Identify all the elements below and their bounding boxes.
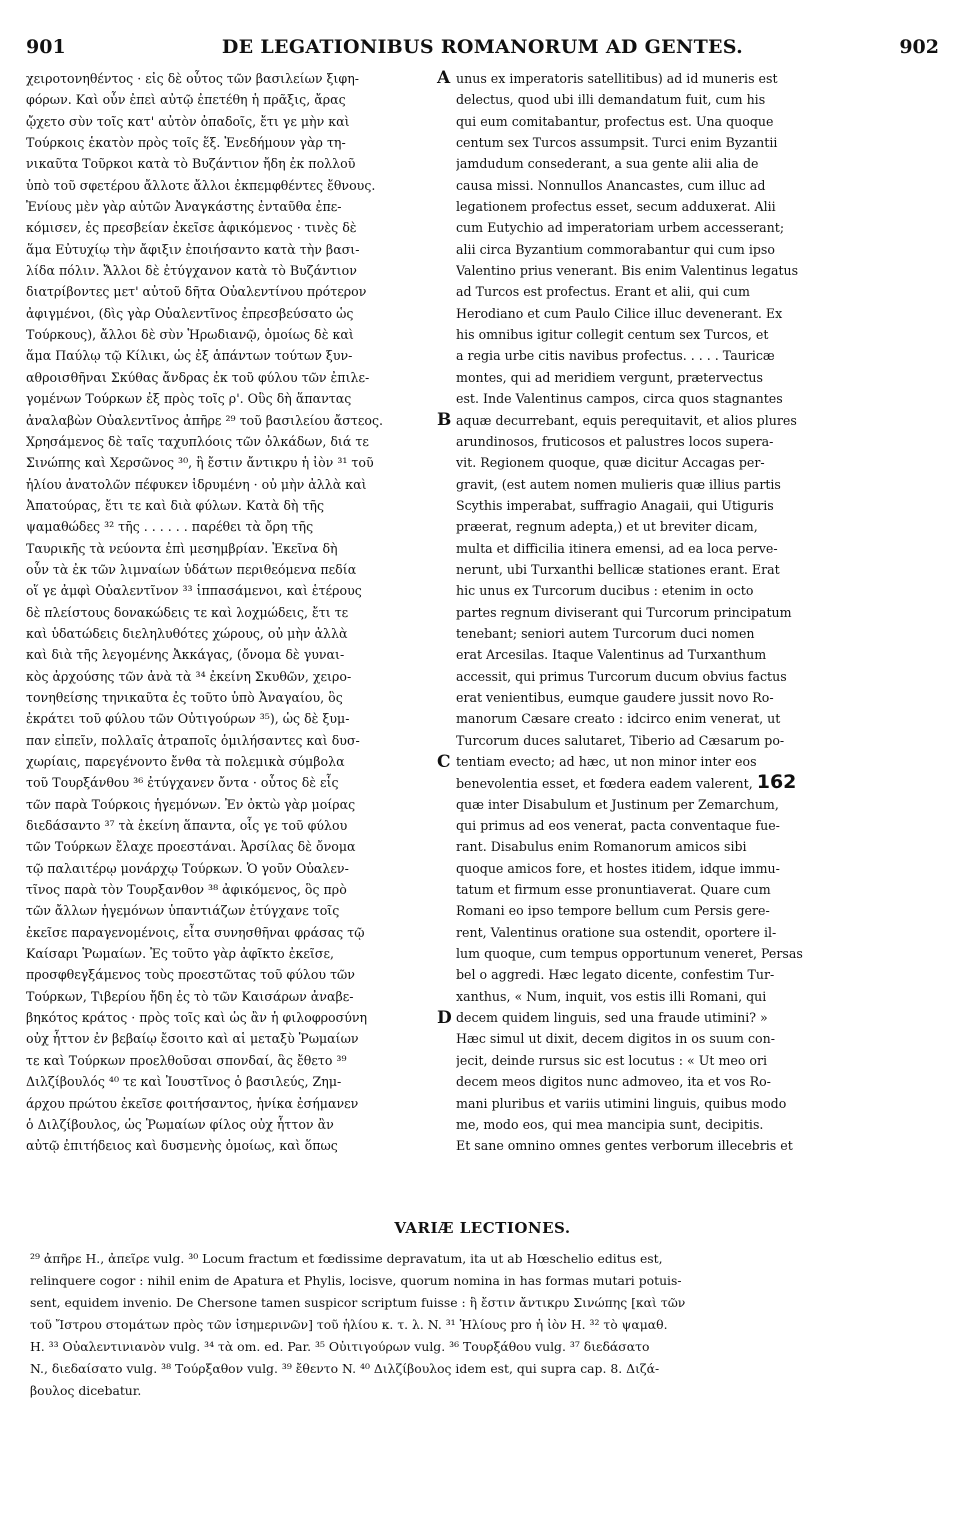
greek-line [26,538,436,559]
greek-line [26,836,436,857]
latin-line [456,281,946,302]
greek-line [26,89,436,110]
greek-line [26,367,436,388]
latin-line-text: vit. Regionem quoque, quæ dicitur Accagas per- [456,455,765,471]
latin-line [456,1114,946,1135]
greek-line [26,1114,436,1135]
variant-note-line-text: relinquere cogor : nihil enim de Apatura et Phylis, locisve, quorum nomina in has formas mutari potuis- [30,1273,682,1288]
greek-line [26,452,436,473]
greek-line [26,644,436,665]
greek-line [26,1050,436,1071]
latin-line [456,68,946,89]
latin-line [456,794,946,815]
page-number-right: 902 [899,36,939,58]
latin-line-text: Herodiano et cum Paulo Cilice illuc devenerant. Ex [456,305,783,321]
latin-line-text: cum Eutychio ad imperatoriam urbem accesserant; [456,220,785,236]
greek-line [26,751,436,772]
margin-marker-c: C [437,752,451,772]
latin-line-text: Turcorum duces salutaret, Tiberio ad Cæsarum po- [456,732,785,748]
latin-line [456,239,946,260]
latin-line-text: multa et difficilia itinera emensi, ad ea loca perve- [456,540,778,556]
latin-line [456,410,946,431]
greek-line-text: τε καὶ Τούρκων προελθοῦσαι σπονδαί, ἃς ἔθετο ³⁹ [26,1052,347,1068]
greek-line-text: δὲ πλείστους δονακώδεις τε καὶ λοχμώδεις, ἔτι τε [26,604,349,620]
latin-line-text: hic unus ex Turcorum ducibus : etenim in octo [456,583,754,599]
greek-line-text: οὖν τὰ ἐκ τῶν λιμναίων ὑδάτων περιθεόμενα πεδία [26,561,357,577]
latin-line-text: his omnibus igitur collegit centum sex Turcos, et [456,327,769,343]
greek-line [26,68,436,89]
latin-line [456,1071,946,1092]
greek-line [26,260,436,281]
greek-line-text: Σινώπης καὶ Χερσῶνος ³⁰, ἣ ἔστιν ἄντικρυ ἡ ἰὸν ³¹ τοῦ [26,455,374,471]
greek-line [26,431,436,452]
greek-line-text: αὐτῷ ἐπιτήδειος καὶ δυσμενὴς ὁμοίως, καὶ ὅπως [26,1138,338,1154]
latin-line [456,132,946,153]
variant-note-line-text: H. ³³ Οὐαλεντινιανὸν vulg. ³⁴ τὰ om. ed. Par. ³⁵ Οὐιτιγούρων vulg. ³⁶ Τουρξάθου vulg. ³⁷ διεδάσατο [30,1339,650,1354]
greek-line-text: παν εἰπεῖν, πολλαῖς ἀτραποῖς ὁμιλήσαντες καὶ δυσ- [26,732,360,748]
greek-line [26,132,436,153]
greek-line-text: ᾤχετο σὺν τοῖς κατ' αὐτὸν ὀπαδοῖς, ἔτι γε μὴν καὶ [26,113,350,129]
latin-line [456,153,946,174]
latin-line-text: bel o aggredi. Hæc legato dicente, confestim Tur- [456,967,775,983]
greek-line [26,111,436,132]
greek-line-text: προσφθεγξάμενος τοὺς προεστῶτας τοῦ φύλου τῶν [26,967,355,983]
greek-line-text: διεδάσαντο ³⁷ τὰ ἐκείνη ἅπαντα, οἷς γε τοῦ φύλου [26,818,348,834]
latin-line-text: manorum Cæsare creato : idcirco enim venerat, ut [456,711,781,727]
greek-line-text: Ταυρικῆς τὰ νεύοντα ἐπὶ μεσημβρίαν. Ἐκεῖνα δὴ [26,540,338,556]
latin-line-text: xanthus, « Num, inquit, vos estis illi Romani, qui [456,988,767,1004]
latin-line [456,1007,946,1028]
latin-line [456,858,946,879]
latin-line [456,559,946,580]
greek-line [26,922,436,943]
latin-line [456,836,946,857]
greek-line [26,943,436,964]
latin-line-text: accessit, qui primus Turcorum ducum obvius factus [456,668,787,684]
greek-line-text: ἀναλαβὼν Οὐαλεντῖνος ἀπῆρε ²⁹ τοῦ βασιλείου ἄστεος. [26,412,384,428]
latin-line [456,474,946,495]
variant-note-line [30,1380,940,1402]
latin-line-text: gravit, (est autem nomen mulieris quæ illius partis [456,476,781,492]
latin-line-text: mani pluribus et variis utimini linguis, quibus modo [456,1095,787,1111]
latin-line-text: aquæ decurrebant, equis perequitavit, et alios plures [456,412,797,428]
latin-line [456,196,946,217]
greek-line-text: Ἀπατούρας, ἔτι τε καὶ διὰ φύλων. Κατὰ δὴ τῆς [26,497,325,513]
latin-line-text: jamdudum consederant, a sua gente alii alia de [456,156,759,172]
latin-line-text: legationem profectus esset, secum adduxerat. Alii [456,199,776,215]
greek-line [26,1071,436,1092]
greek-line [26,687,436,708]
latin-line-text: quoque amicos fore, et hostes itidem, idque immu- [456,860,780,876]
greek-line-text: νικαῦτα Τοῦρκοι κατὰ τὸ Βυζάντιον ἤδη ἐκ πολλοῦ [26,156,356,172]
greek-line-text: τῶν Τούρκων ἔλαχε προεστάναι. Ἀρσίλας δὲ ὄνομα [26,839,356,855]
greek-line [26,559,436,580]
greek-line-text: διατρίβοντες μετ' αὐτοῦ δῆτα Οὐαλεντίνου πρότερον [26,284,367,300]
latin-line-text: tatum et firmum esse pronuntiaverat. Quare cum [456,882,771,898]
latin-line [456,345,946,366]
greek-line-text: ἅμα Παύλῳ τῷ Κίλικι, ὡς ἐξ ἁπάντων τούτων ξυν- [26,348,353,364]
latin-line [456,217,946,238]
latin-line [456,89,946,110]
latin-line-text: decem quidem linguis, sed una fraude utimini? » [456,1010,768,1026]
greek-line-text: γομένων Τούρκων ἐξ πρὸς τοῖς ρ'. Οὓς δὴ ἅπαντας [26,391,352,407]
latin-line-text: tenebant; seniori autem Turcorum duci nomen [456,625,755,641]
greek-line [26,858,436,879]
latin-line [456,367,946,388]
variant-note-line [30,1336,940,1358]
greek-line-text: άρχου πρώτου ἐκεῖσε φοιτήσαντος, ἡνίκα ἐσήμανεν [26,1095,359,1111]
latin-line [456,538,946,559]
latin-line-text: tentiam evecto; ad hæc, ut non minor inter eos [456,754,757,769]
greek-line [26,153,436,174]
greek-line-text: χειροτονηθέντος · εἰς δὲ οὗτος τῶν βασιλείων ξιφη- [26,71,359,86]
latin-line-text: jecit, deinde rursus sic est locutus : « Ut meo ori [456,1052,768,1068]
greek-line-text: αθροισθῆναι Σκύθας ἄνδρας ἐκ τοῦ φύλου τῶν ἐπιλε- [26,369,370,385]
latin-line-text: lum quoque, cum tempus opportunum veneret, Persas [456,946,803,962]
latin-line-text: Et sane omnino omnes gentes verborum illecebris et [456,1138,793,1154]
greek-line [26,602,436,623]
latin-line [456,175,946,196]
greek-line-text: καὶ ὑδατώδεις διεληλυθότες χώρους, οὐ μὴν ἀλλὰ [26,625,348,641]
latin-line [456,986,946,1007]
latin-line-text: unus ex imperatoris satellitibus) ad id muneris est [456,71,778,86]
greek-line-text: ἡλίου ἀνατολῶν πέφυκεν ἱδρυμένη · οὐ μὴν ἀλλὰ καὶ [26,476,367,492]
greek-line [26,986,436,1007]
latin-line-text: partes regnum diviserant qui Turcorum principatum [456,604,792,620]
latin-line-text: nerunt, ubi Turxanthi bellicæ stationes erant. Erat [456,561,780,577]
latin-line-text: rent, Valentinus oratione sua ostendit, oportere il- [456,924,777,940]
margin-marker-d: D [437,1008,452,1028]
latin-line-text: arundinosos, fruticosos et palustres locos supera- [456,433,774,449]
greek-line [26,964,436,985]
greek-line [26,217,436,238]
greek-line [26,175,436,196]
greek-line-text: λίδα πόλιν. Ἄλλοι δὲ ἐτύγχανον κατὰ τὸ Βυζάντιον [26,263,357,279]
variant-note-line [30,1358,940,1380]
greek-line [26,239,436,260]
greek-line-text: Καίσαρι Ῥωμαίων. Ἐς τοῦτο γὰρ ἀφῖκτο ἐκεῖσε, [26,946,334,962]
latin-line-text: rant. Disabulus enim Romanorum amicos sibi [456,839,747,855]
latin-line [456,495,946,516]
greek-line [26,516,436,537]
variae-lectiones-notes [30,1248,940,1402]
greek-line [26,794,436,815]
latin-line [456,687,946,708]
greek-line-text: κόμισεν, ἐς πρεσβείαν ἐκεῖσε ἀφικόμενος · τινὲς δὲ [26,220,357,236]
greek-line [26,281,436,302]
variant-note-line-text: ²⁹ ἀπῆρε H., ἀπεῖρε vulg. ³⁰ Locum fractum et fœdissime depravatum, ita ut ab Hœschelio editus est, [30,1251,663,1266]
latin-line [456,751,946,772]
latin-line-text: alii circa Byzantium commorabantur qui cum ipso [456,241,775,257]
greek-line [26,474,436,495]
greek-line [26,900,436,921]
latin-line-text: benevolentia esset, et fœdera eadem valerent, [456,776,753,792]
latin-line-text: quæ inter Disabulum et Justinum per Zemarchum, [456,796,779,812]
greek-line-text: ἐκράτει τοῦ φύλου τῶν Οὐτιγούρων ³⁵), ὡς δὲ ξυμ- [26,711,350,727]
latin-line [456,602,946,623]
variant-note-line-text: N., διεδαίσατο vulg. ³⁸ Τούρξαθον vulg. ³⁹ ἔθεντο N. ⁴⁰ Διλζίβουλος idem est, qui supra cap. 8. Διζά- [30,1361,660,1376]
latin-line [456,623,946,644]
greek-line-text: ἅμα Εὐτυχίῳ τὴν ἄφιξιν ἐποιήσαντο κατὰ τὴν βασι- [26,241,360,257]
latin-line-text: ad Turcos est profectus. Erant et alii, qui cum [456,284,750,300]
greek-line-text: τῶν παρὰ Τούρκοις ἡγεμόνων. Ἐν ὀκτὼ γὰρ μοίρας [26,796,356,812]
latin-line [456,431,946,452]
latin-line-text: a regia urbe citis navibus profectus. . . . . Tauricæ [456,348,775,364]
latin-line [456,815,946,836]
greek-line-text: ἐκεῖσε παραγενομένοις, εἶτα συνησθῆναι φράσας τῷ [26,924,365,940]
greek-line-text: Τούρκων, Τιβερίου ἤδη ἐς τὸ τῶν Καισάρων ἀναβε- [26,988,354,1004]
greek-line-text: χωρίαις, παρεγένοντο ἔνθα τὰ πολεμικὰ σύμβολα [26,754,345,769]
greek-line [26,580,436,601]
latin-line [456,644,946,665]
greek-column [26,68,436,1157]
margin-marker-b: B [437,410,452,430]
latin-line [456,452,946,473]
greek-line [26,345,436,366]
latin-line-text: decem meos digitos nunc admoveo, ita et vos Ro- [456,1074,771,1090]
greek-line-text: κὸς ἀρχούσης τῶν ἀνὰ τὰ ³⁴ ἐκείνη Σκυθῶν, χειρο- [26,668,352,684]
greek-line-text: Τούρκοις ἑκατὸν πρὸς τοῖς ἕξ. Ἐνεδήμουν γὰρ τη- [26,135,346,151]
latin-line-text: me, modo eos, qui mea mancipia sunt, decipitis. [456,1116,764,1132]
greek-line-text: Τούρκους), ἄλλοι δὲ σὺν Ἡρωδιανῷ, ὁμοίως δὲ καὶ [26,327,354,343]
greek-line [26,730,436,751]
latin-line-text: qui primus ad eos venerat, pacta conventaque fue- [456,818,780,834]
greek-line [26,879,436,900]
greek-line-text: τῖνος παρὰ τὸν Τουρξανθον ³⁸ ἀφικόμενος, ὃς πρὸ [26,882,347,898]
variant-note-line [30,1270,940,1292]
greek-line [26,410,436,431]
running-title: DE LEGATIONIBUS ROMANORUM AD GENTES. [221,36,744,58]
latin-line [456,964,946,985]
greek-line [26,815,436,836]
latin-line [456,580,946,601]
latin-line [456,1050,946,1071]
latin-line [456,666,946,687]
latin-line-text: Scythis imperabat, suffragio Anagaii, qui Utiguris [456,497,774,513]
greek-line-text: ἀφιγμένοι, (δὶς γὰρ Οὐαλεντῖνος ἐπρεσβεύσατο ὡς [26,305,354,321]
latin-line-text: erat venientibus, eumque gaudere jussit novo Ro- [456,689,774,705]
column-number: 162 [756,772,797,794]
latin-line-text: erat Arcesilas. Itaque Valentinus ad Turxanthum [456,647,767,663]
page-number-left: 901 [26,36,66,58]
latin-line [456,922,946,943]
greek-line [26,303,436,324]
variant-note-line-text: sent, equidem invenio. De Chersone tamen suspicor scriptum fuisse : ἣ ἔστιν ἄντικρυ Σινώπης [καὶ τῶν [30,1295,686,1310]
greek-line [26,495,436,516]
latin-line [456,111,946,132]
latin-line [456,730,946,751]
greek-line [26,388,436,409]
variant-note-line [30,1314,940,1336]
variae-lectiones-heading: VARIÆ LECTIONES. [394,1219,571,1237]
latin-line-text: qui eum comitabantur, profectus est. Una quoque [456,113,774,129]
greek-line [26,666,436,687]
latin-line-text: montes, qui ad meridiem vergunt, prætervectus [456,369,763,385]
latin-line-text: Hæc simul ut dixit, decem digitos in os suum con- [456,1031,775,1047]
greek-line-text: οἵ γε ἀμφὶ Οὐαλεντῖνον ³³ ἱππασάμενοι, καὶ ἑτέρους [26,583,362,599]
greek-line [26,1007,436,1028]
greek-line-text: καὶ διὰ τῆς λεγομένης Ἀκκάγας, (ὄνομα δὲ γυναι- [26,647,345,663]
greek-line-text: Χρησάμενος δὲ ταῖς ταχυπλόοις τῶν ὀλκάδων, διά τε [26,433,369,449]
latin-line [456,943,946,964]
latin-line [456,303,946,324]
latin-line [456,879,946,900]
greek-line-text: οὐχ ἧττον ἐν βεβαίῳ ἔσοιτο καὶ αἱ μεταξὺ Ῥωμαίων [26,1031,359,1047]
greek-line-text: ὑπὸ τοῦ σφετέρου ἄλλοτε ἄλλοι ἐκπεμφθέντες ἔθνους. [26,177,376,193]
variant-note-line-text: τοῦ Ἴστρου στομάτων πρὸς τῶν ἰσημερινῶν] τοῦ ἡλίου κ. τ. λ. N. ³¹ Ἡλίους pro ἡ ἰὸν H. ³² τὸ ψαμαθ. [30,1317,668,1332]
latin-line [456,1028,946,1049]
greek-line-text: τοῦ Τουρξάνθου ³⁶ ἐτύγχανεν ὄντα · οὗτος δὲ εἷς [26,775,339,791]
greek-line-text: τῶν ἄλλων ἡγεμόνων ὑπαντιάζων ἐτύγχανε τοῖς [26,903,340,919]
latin-line [456,708,946,729]
greek-line [26,196,436,217]
margin-marker-a: A [437,68,451,88]
greek-line [26,772,436,793]
latin-line [456,772,946,793]
latin-line [456,388,946,409]
greek-line-text: ψαμαθώδες ³² τῆς . . . . . . παρέθει τὰ ὄρη τῆς [26,519,314,535]
latin-line-text: Romani eo ipso tempore bellum cum Persis gere- [456,903,770,919]
latin-line [456,260,946,281]
latin-column [456,68,946,1157]
latin-line-text: delectus, quod ubi illi demandatum fuit, cum his [456,92,766,108]
greek-line [26,708,436,729]
greek-line [26,1028,436,1049]
greek-line-text: τονηθείσης τηνικαῦτα ἐς τοῦτο ὑπὸ Ἀναγαίου, ὃς [26,689,343,705]
greek-line [26,1093,436,1114]
greek-line-text: φόρων. Καὶ οὖν ἐπεὶ αὐτῷ ἐπετέθη ἡ πρᾶξις, ἄρας [26,92,346,108]
latin-line [456,1093,946,1114]
latin-line-text: centum sex Turcos assumpsit. Turci enim Byzantii [456,135,778,151]
greek-line [26,1135,436,1156]
variant-note-line [30,1292,940,1314]
variant-note-line-text: βουλος dicebatur. [30,1383,142,1398]
running-head [26,36,939,60]
latin-line-text: est. Inde Valentinus campos, circa quos stagnantes [456,391,783,407]
latin-line [456,1135,946,1156]
latin-line [456,900,946,921]
greek-line [26,623,436,644]
greek-line-text: Ἐνίους μὲν γὰρ αὐτῶν Ἀναγκάστης ἐνταῦθα ἐπε- [26,199,342,215]
latin-line [456,516,946,537]
latin-line [456,324,946,345]
greek-line [26,324,436,345]
greek-line-text: ὁ Διλζίβουλος, ὡς Ῥωμαίων φίλος οὐχ ἧττον ἂν [26,1116,334,1132]
greek-line-text: βηκότος κράτος · πρὸς τοῖς καὶ ὡς ἂν ἡ φιλοφροσύνη [26,1010,368,1026]
latin-line-text: causa missi. Nonnullos Anancastes, cum illuc ad [456,177,766,193]
variant-note-line [30,1248,940,1270]
latin-line-text: præerat, regnum adepta,) et ut breviter dicam, [456,519,758,535]
greek-line-text: Διλζίβουλός ⁴⁰ τε καὶ Ἰουστῖνος ὁ βασιλεύς, Ζημ- [26,1074,342,1090]
greek-line-text: τῷ παλαιτέρῳ μονάρχῳ Τούρκων. Ὁ γοῦν Οὐαλεν- [26,860,349,876]
latin-line-text: Valentino prius venerant. Bis enim Valentinus legatus [456,263,799,279]
